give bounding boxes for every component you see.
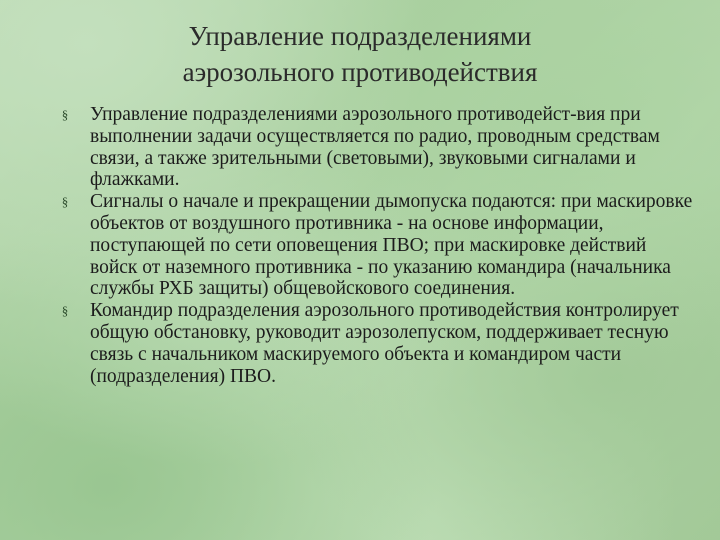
- slide-title: [60, 18, 660, 90]
- bullet-item-2: [58, 191, 698, 300]
- bullet-item-3: [58, 300, 698, 387]
- slide-title-line-1: Управление подразделениями: [188, 21, 532, 51]
- bullet-list: [58, 104, 698, 387]
- bullet-text-1: Управление подразделениями аэрозольного противодейст-вия при выполнении задачи осуществляется по радио, проводным средствам связи, а также зрительными (световыми), звуковыми сигналами и флажками.: [90, 104, 660, 191]
- section-sign-icon: §: [61, 107, 69, 122]
- bullet-text-3: Командир подразделения аэрозольного противодействия контролирует общую обстановку, руководит аэрозолепуском, поддерживает тесную связь с начальником маскируемого объекта и командиром части (подразделения) ПВО.: [90, 300, 679, 387]
- bullet-text-2: Сигналы о начале и прекращении дымопуска подаются: при маскировке объектов от воздушного противника - на основе информации, поступающей по сети оповещения ПВО; при маскировке действий войск от наземного противника - по указанию командира (начальника службы РХБ защиты) общевойскового соединения.: [90, 191, 693, 300]
- section-sign-icon: §: [61, 303, 69, 319]
- bullet-item-1: [58, 104, 698, 191]
- section-sign-icon: §: [61, 194, 69, 210]
- slide-title-line-2: аэрозольного противодействия: [182, 57, 538, 87]
